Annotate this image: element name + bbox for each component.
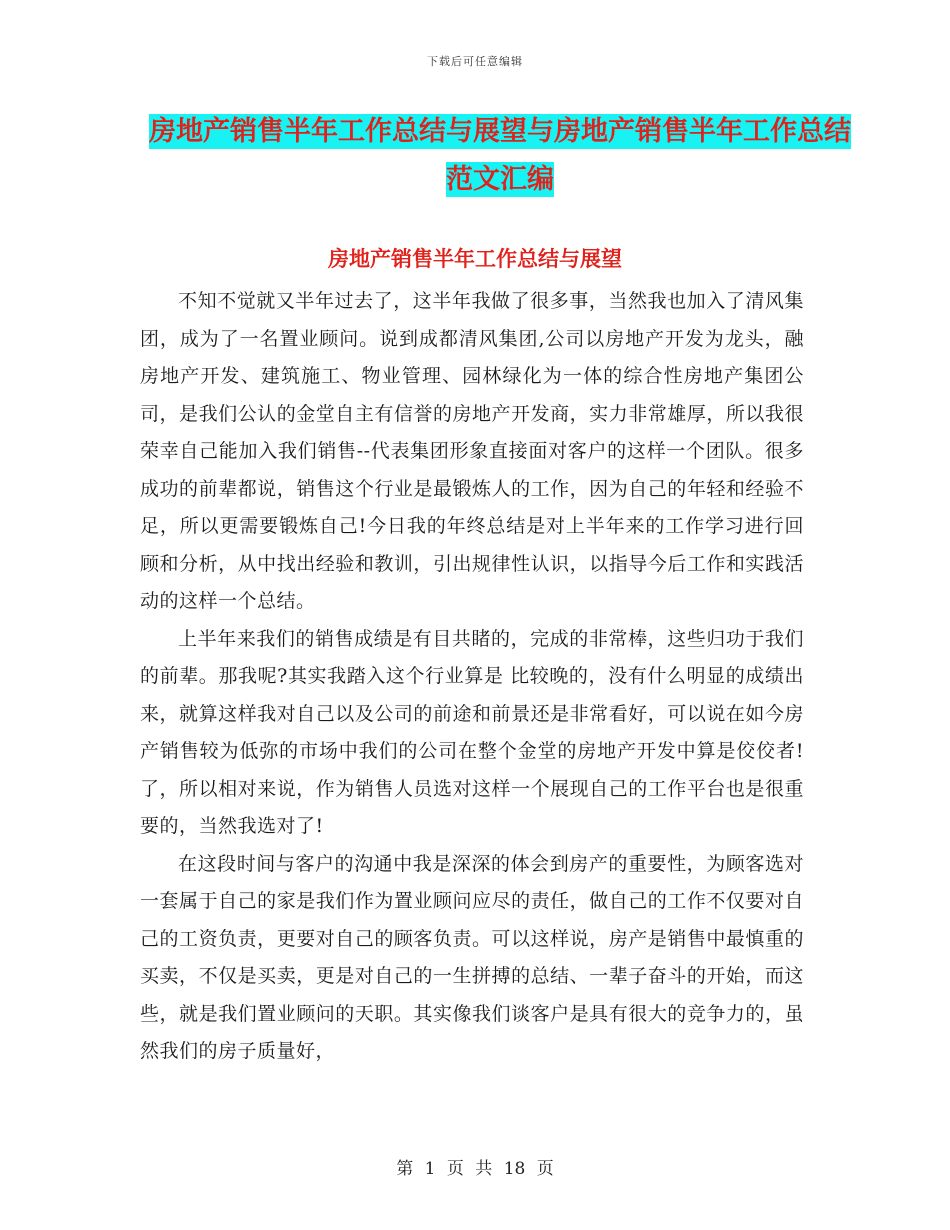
body-text: [140, 283, 804, 1071]
section-title: 房地产销售半年工作总结与展望: [328, 246, 622, 271]
document-title: [140, 108, 860, 204]
page-number-footer: 第 1 页 共 18 页: [396, 1159, 554, 1179]
document-title-text: 房地产销售半年工作总结与展望与房地产销售半年工作总结范文汇编: [149, 116, 851, 195]
paragraph: 上半年来我们的销售成绩是有目共睹的，完成的非常棒，这些归功于我们的前辈。那我呢?其实我踏入这个行业算是 比较晚的，没有什么明显的成绩出来，就算这样我对自己以及公司的前途和前景还是非常看好，可以说在如今房产销售较为低弥的市场中我们的公司在整个金堂的房地产开发中算是佼佼者!了，所以相对来说，作为销售人员选对这样一个展现自己的工作平台也是很重要的，当然我选对了!: [140, 627, 804, 837]
paragraph: 在这段时间与客户的沟通中我是深深的体会到房产的重要性，为顾客选对一套属于自己的家是我们作为置业顾问应尽的责任，做自己的工作不仅要对自己的工资负责，更要对自己的顾客负责。可以这样说，房产是销售中最慎重的买卖，不仅是买卖，更是对自己的一生拼搏的总结、一辈子奋斗的开始，而这些，就是我们置业顾问的天职。其实像我们谈客户是具有很大的竞争力的，虽然我们的房子质量好，: [140, 852, 804, 1062]
paragraph: 不知不觉就又半年过去了，这半年我做了很多事，当然我也加入了清风集团，成为了一名置业顾问。说到成都清风集团,公司以房地产开发为龙头，融房地产开发、建筑施工、物业管理、园林绿化为一体的综合性房地产集团公司，是我们公认的金堂自主有信誉的房地产开发商，实力非常雄厚，所以我很荣幸自己能加入我们销售--代表集团形象直接面对客户的这样一个团队。很多成功的前辈都说，销售这个行业是最锻炼人的工作，因为自己的年轻和经验不足，所以更需要锻炼自己!今日我的年终总结是对上半年来的工作学习进行回顾和分析，从中找出经验和教训，引出规律性认识，以指导今后工作和实践活动的这样一个总结。: [140, 290, 804, 612]
header-note: 下载后可任意编辑: [427, 55, 523, 68]
